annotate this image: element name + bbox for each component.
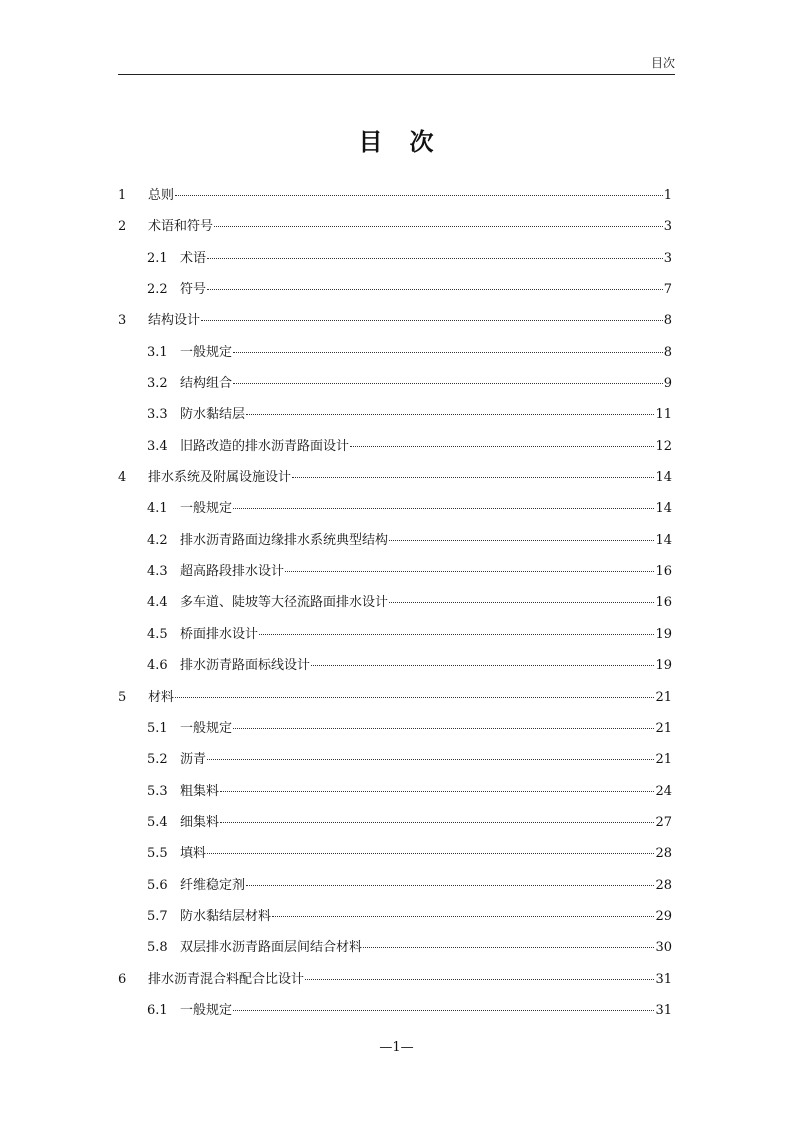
toc-dot-leader xyxy=(246,885,654,886)
toc-entry-number: 5.5 xyxy=(147,846,168,862)
toc-entry-title: 旧路改造的排水沥青路面设计 xyxy=(180,438,350,454)
toc-entry[interactable] xyxy=(118,211,672,242)
toc-dot-leader xyxy=(220,822,654,823)
toc-entry-number: 5.3 xyxy=(147,783,168,799)
toc-entry-page: 30 xyxy=(655,940,672,956)
toc-entry-number: 5.7 xyxy=(147,908,168,924)
toc-entry-title: 材料 xyxy=(148,689,175,705)
toc-dot-leader xyxy=(233,728,654,729)
toc-entry-page: 8 xyxy=(663,313,672,329)
toc-entry-title: 符号 xyxy=(180,282,207,298)
toc-entry[interactable] xyxy=(118,368,672,399)
toc-entry-page: 21 xyxy=(655,752,672,768)
toc-entry[interactable] xyxy=(118,995,672,1026)
toc-entry-number: 6 xyxy=(118,971,127,987)
toc-dot-leader xyxy=(305,979,654,980)
toc-entry-page: 1 xyxy=(663,188,672,203)
toc-entry-title: 一般规定 xyxy=(180,1002,233,1018)
toc-dot-leader xyxy=(259,634,654,635)
toc-dot-leader xyxy=(207,853,654,854)
toc-entry[interactable] xyxy=(118,870,672,901)
toc-entry-title: 一般规定 xyxy=(180,720,233,736)
toc-entry-title: 排水沥青路面边缘排水系统典型结构 xyxy=(180,532,389,548)
toc-entry-number: 4.1 xyxy=(147,501,168,517)
toc-dot-leader xyxy=(220,791,654,792)
toc-entry-page: 31 xyxy=(655,1002,672,1018)
toc-entry-page: 3 xyxy=(663,250,672,266)
toc-entry[interactable] xyxy=(118,180,672,211)
toc-entry-title: 结构组合 xyxy=(180,376,233,392)
toc-entry-number: 5.8 xyxy=(147,940,168,956)
toc-entry-number: 4.3 xyxy=(147,564,168,580)
toc-entry-page: 12 xyxy=(655,438,672,454)
toc-entry[interactable] xyxy=(118,587,672,618)
toc-dot-leader xyxy=(175,195,663,196)
toc-entry-title: 排水沥青混合料配合比设计 xyxy=(148,971,305,987)
toc-entry-number: 5.1 xyxy=(147,720,168,736)
toc-dot-leader xyxy=(207,289,663,290)
toc-dot-leader xyxy=(233,352,663,353)
toc-entry-title: 一般规定 xyxy=(180,344,233,360)
toc-entry[interactable] xyxy=(118,243,672,274)
toc-dot-leader xyxy=(233,1010,654,1011)
toc-entry-number: 5.6 xyxy=(147,877,168,893)
toc-entry[interactable] xyxy=(118,274,672,305)
toc-entry-number: 4 xyxy=(118,470,127,486)
toc-entry-number: 4.6 xyxy=(147,658,168,674)
toc-entry-number: 2 xyxy=(118,219,127,235)
toc-entry-title: 粗集料 xyxy=(180,783,220,799)
page-title-char-2: 次 xyxy=(409,127,435,156)
toc-entry-number: 3.4 xyxy=(147,438,168,454)
toc-entry[interactable] xyxy=(118,462,672,493)
toc-entry-number: 2.2 xyxy=(147,282,168,298)
toc-dot-leader xyxy=(214,226,663,227)
toc-entry-page: 31 xyxy=(655,971,672,987)
toc-dot-leader xyxy=(175,697,654,698)
table-of-contents xyxy=(118,180,672,1026)
toc-dot-leader xyxy=(207,258,663,259)
toc-entry-number: 4.2 xyxy=(147,532,168,548)
toc-entry-title: 填料 xyxy=(180,846,207,862)
toc-entry-page: 21 xyxy=(655,689,672,705)
toc-entry-title: 防水黏结层 xyxy=(180,407,246,423)
running-header-title: 目次 xyxy=(650,56,675,70)
running-header xyxy=(118,56,675,75)
toc-entry-page: 28 xyxy=(655,846,672,862)
toc-entry[interactable] xyxy=(118,776,672,807)
toc-entry[interactable] xyxy=(118,305,672,336)
toc-entry-number: 3.3 xyxy=(147,407,168,423)
toc-entry[interactable] xyxy=(118,964,672,995)
toc-dot-leader xyxy=(389,540,654,541)
toc-entry-title: 结构设计 xyxy=(148,313,201,329)
toc-entry-title: 超高路段排水设计 xyxy=(180,564,285,580)
toc-entry-page: 14 xyxy=(655,501,672,517)
toc-entry-title: 双层排水沥青路面层间结合材料 xyxy=(180,940,363,956)
toc-entry-title: 桥面排水设计 xyxy=(180,626,259,642)
toc-entry-title: 术语 xyxy=(180,250,207,266)
toc-entry[interactable] xyxy=(118,337,672,368)
toc-entry-title: 纤维稳定剂 xyxy=(180,877,246,893)
toc-entry-title: 一般规定 xyxy=(180,501,233,517)
toc-entry-title: 排水系统及附属设施设计 xyxy=(148,470,292,486)
toc-entry[interactable] xyxy=(118,901,672,932)
toc-entry-page: 3 xyxy=(663,219,672,235)
toc-entry[interactable] xyxy=(118,525,672,556)
toc-dot-leader xyxy=(201,320,663,321)
toc-entry-page: 19 xyxy=(655,626,672,642)
toc-entry-number: 5.4 xyxy=(147,814,168,830)
toc-entry-page: 7 xyxy=(663,282,672,298)
toc-entry-title: 防水黏结层材料 xyxy=(180,908,272,924)
toc-entry-page: 9 xyxy=(663,376,672,392)
page-number: —1— xyxy=(379,1040,414,1055)
toc-entry-number: 4.4 xyxy=(147,595,168,611)
toc-entry-title: 总则 xyxy=(148,188,175,203)
toc-entry[interactable] xyxy=(118,399,672,430)
toc-entry-number: 2.1 xyxy=(147,250,168,266)
toc-entry-page: 11 xyxy=(655,407,672,423)
toc-entry-page: 27 xyxy=(655,814,672,830)
toc-entry-page: 16 xyxy=(655,595,672,611)
toc-entry-title: 沥青 xyxy=(180,752,207,768)
toc-entry-number: 3.2 xyxy=(147,376,168,392)
toc-entry[interactable] xyxy=(118,713,672,744)
toc-entry-number: 5 xyxy=(118,689,127,705)
page-title xyxy=(0,122,793,157)
toc-dot-leader xyxy=(285,571,654,572)
toc-entry[interactable] xyxy=(118,619,672,650)
toc-entry-title: 术语和符号 xyxy=(148,219,214,235)
toc-dot-leader xyxy=(272,916,654,917)
toc-entry-title: 多车道、陡坡等大径流路面排水设计 xyxy=(180,595,389,611)
toc-dot-leader xyxy=(207,759,654,760)
toc-entry[interactable] xyxy=(118,431,672,462)
toc-entry[interactable] xyxy=(118,744,672,775)
toc-entry[interactable] xyxy=(118,838,672,869)
toc-entry-page: 14 xyxy=(655,532,672,548)
page-title-char-1: 目 xyxy=(358,127,384,156)
toc-entry-page: 8 xyxy=(663,344,672,360)
toc-dot-leader xyxy=(389,602,654,603)
toc-dot-leader xyxy=(350,446,654,447)
toc-entry-title: 细集料 xyxy=(180,814,220,830)
toc-entry-page: 19 xyxy=(655,658,672,674)
toc-entry-title: 排水沥青路面标线设计 xyxy=(180,658,311,674)
toc-entry-page: 14 xyxy=(655,470,672,486)
toc-entry-number: 4.5 xyxy=(147,626,168,642)
toc-dot-leader xyxy=(311,665,654,666)
toc-entry[interactable] xyxy=(118,682,672,713)
toc-dot-leader xyxy=(233,508,654,509)
toc-entry[interactable] xyxy=(118,650,672,681)
toc-entry[interactable] xyxy=(118,807,672,838)
toc-entry-number: 3 xyxy=(118,313,127,329)
toc-dot-leader xyxy=(363,947,654,948)
toc-entry-page: 24 xyxy=(655,783,672,799)
toc-dot-leader xyxy=(292,477,654,478)
toc-entry-page: 21 xyxy=(655,720,672,736)
toc-entry-number: 6.1 xyxy=(147,1002,168,1018)
toc-entry-number: 5.2 xyxy=(147,752,168,768)
toc-entry-page: 16 xyxy=(655,564,672,580)
toc-dot-leader xyxy=(246,414,654,415)
toc-entry-page: 29 xyxy=(655,908,672,924)
toc-entry-page: 28 xyxy=(655,877,672,893)
toc-entry-number: 3.1 xyxy=(147,344,168,360)
toc-dot-leader xyxy=(233,383,663,384)
toc-entry[interactable] xyxy=(118,493,672,524)
toc-entry[interactable] xyxy=(118,932,672,963)
toc-entry-number: 1 xyxy=(118,188,127,203)
toc-entry[interactable] xyxy=(118,556,672,587)
